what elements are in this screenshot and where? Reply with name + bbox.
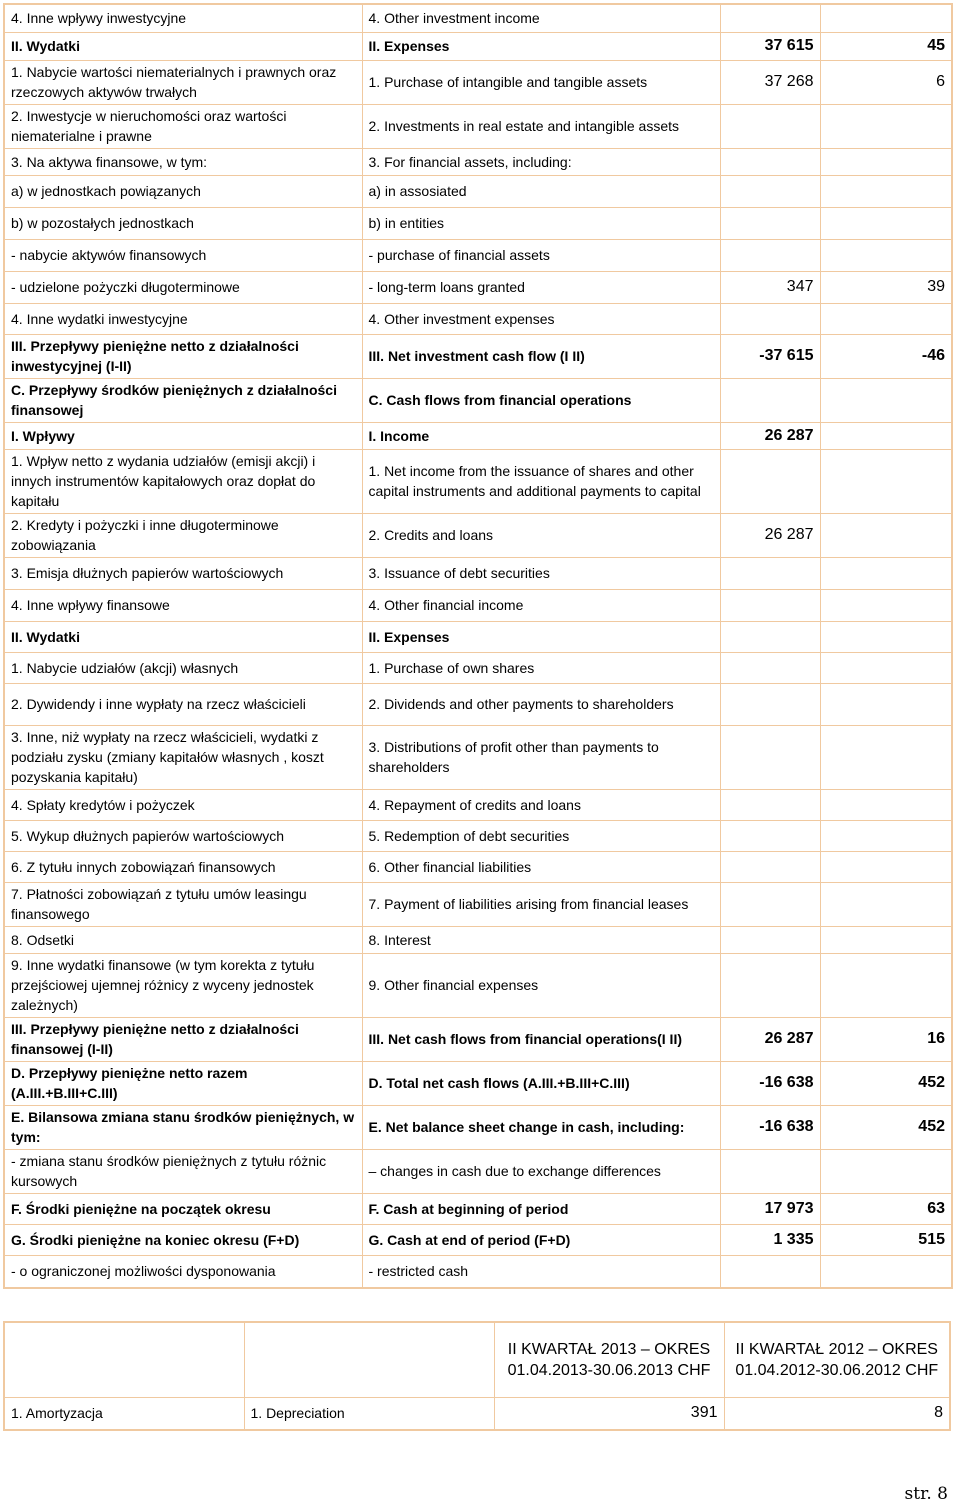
table-row	[4, 852, 952, 883]
row-value-2013	[720, 379, 820, 423]
row-label-en: E. Net balance sheet change in cash, including:	[362, 1106, 720, 1150]
row-label-en: a) in assosiated	[362, 176, 720, 208]
row-label-pl: 4. Inne wpływy inwestycyjne	[4, 4, 362, 33]
table-row	[4, 684, 952, 726]
row-value-2013: -37 615	[720, 335, 820, 379]
row-label-en: 2. Investments in real estate and intangible assets	[362, 105, 720, 149]
row-value-2013: 26 287	[720, 423, 820, 450]
table-row	[4, 272, 952, 304]
row-label-en: 4. Repayment of credits and loans	[362, 790, 720, 821]
row-value-2012	[820, 558, 952, 590]
row-value-2012	[820, 105, 952, 149]
table-row	[4, 450, 952, 514]
depreciation-value-2012: 8	[724, 1398, 950, 1431]
table-row	[4, 176, 952, 208]
row-value-2013	[720, 726, 820, 790]
row-value-2012	[820, 4, 952, 33]
row-value-2013	[720, 790, 820, 821]
row-label-en: I. Income	[362, 423, 720, 450]
row-value-2012: 6	[820, 61, 952, 105]
row-value-2012: 39	[820, 272, 952, 304]
table-row	[4, 379, 952, 423]
depreciation-value-2013: 391	[494, 1398, 724, 1431]
row-value-2012	[820, 149, 952, 176]
row-value-2012: 45	[820, 33, 952, 61]
row-value-2012	[820, 590, 952, 622]
row-value-2013: 1 335	[720, 1225, 820, 1256]
row-label-en: II. Expenses	[362, 33, 720, 61]
table-row	[4, 927, 952, 954]
row-label-pl: 3. Emisja dłużnych papierów wartościowych	[4, 558, 362, 590]
row-value-2013	[720, 927, 820, 954]
row-label-pl: 8. Odsetki	[4, 927, 362, 954]
row-label-pl: 1. Wpływ netto z wydania udziałów (emisji akcji) i innych instrumentów kapitałowych oraz dopłat do kapitału	[4, 450, 362, 514]
row-label-en: 3. For financial assets, including:	[362, 149, 720, 176]
row-label-pl: b) w pozostałych jednostkach	[4, 208, 362, 240]
row-label-pl: 9. Inne wydatki finansowe (w tym korekta z tytułu przejściowej ujemnej różnicy z wyceny jednostek zależnych)	[4, 954, 362, 1018]
row-value-2013	[720, 558, 820, 590]
row-value-2013	[720, 1256, 820, 1289]
row-label-pl: 6. Z tytułu innych zobowiązań finansowych	[4, 852, 362, 883]
row-label-en: - purchase of financial assets	[362, 240, 720, 272]
row-value-2013	[720, 622, 820, 653]
row-value-2012	[820, 821, 952, 852]
row-value-2013	[720, 304, 820, 335]
table-row	[4, 514, 952, 558]
row-value-2012	[820, 954, 952, 1018]
row-value-2013	[720, 105, 820, 149]
row-label-pl: - udzielone pożyczki długoterminowe	[4, 272, 362, 304]
table-row	[4, 622, 952, 653]
row-label-pl: 2. Dywidendy i inne wypłaty na rzecz właścicieli	[4, 684, 362, 726]
table-row	[4, 726, 952, 790]
row-label-pl: III. Przepływy pieniężne netto z działalności inwestycyjnej (I-II)	[4, 335, 362, 379]
row-label-pl: I. Wpływy	[4, 423, 362, 450]
row-value-2012: 63	[820, 1194, 952, 1225]
cash-flow-table	[3, 3, 953, 1289]
table-row	[4, 821, 952, 852]
row-label-en: 6. Other financial liabilities	[362, 852, 720, 883]
row-label-pl: - zmiana stanu środków pieniężnych z tytułu różnic kursowych	[4, 1150, 362, 1194]
row-label-en: 1. Net income from the issuance of shares and other capital instruments and additional payments to capital	[362, 450, 720, 514]
row-value-2012	[820, 653, 952, 684]
row-value-2013	[720, 653, 820, 684]
depreciation-table	[3, 1321, 951, 1431]
row-value-2013	[720, 1150, 820, 1194]
row-label-en: III. Net investment cash flow (I II)	[362, 335, 720, 379]
row-value-2012: -46	[820, 335, 952, 379]
row-label-en: C. Cash flows from financial operations	[362, 379, 720, 423]
row-value-2012	[820, 1150, 952, 1194]
depreciation-header-blank-1	[4, 1322, 244, 1398]
row-label-en: 3. Issuance of debt securities	[362, 558, 720, 590]
row-label-en: 1. Purchase of own shares	[362, 653, 720, 684]
row-label-en: - restricted cash	[362, 1256, 720, 1289]
row-label-pl: 4. Inne wpływy finansowe	[4, 590, 362, 622]
table-row	[4, 1018, 952, 1062]
table-row	[4, 954, 952, 1018]
depreciation-row	[4, 1398, 950, 1431]
cash-flow-table-body	[4, 4, 952, 1288]
row-value-2013	[720, 821, 820, 852]
row-value-2012	[820, 379, 952, 423]
table-row	[4, 1062, 952, 1106]
period-2012-header: II KWARTAŁ 2012 – OKRES 01.04.2012-30.06.2012 CHF	[724, 1322, 950, 1398]
row-value-2013	[720, 954, 820, 1018]
row-label-en: - long-term loans granted	[362, 272, 720, 304]
row-value-2013	[720, 176, 820, 208]
table-row	[4, 1194, 952, 1225]
row-label-en: III. Net cash flows from financial operations(I II)	[362, 1018, 720, 1062]
row-value-2013: -16 638	[720, 1106, 820, 1150]
table-row	[4, 304, 952, 335]
row-label-en: 2. Credits and loans	[362, 514, 720, 558]
row-value-2012	[820, 684, 952, 726]
row-label-pl: II. Wydatki	[4, 622, 362, 653]
table-row	[4, 33, 952, 61]
row-label-pl: 5. Wykup dłużnych papierów wartościowych	[4, 821, 362, 852]
row-value-2013	[720, 852, 820, 883]
row-value-2012	[820, 240, 952, 272]
depreciation-label-en: 1. Depreciation	[244, 1398, 494, 1431]
row-label-en: G. Cash at end of period (F+D)	[362, 1225, 720, 1256]
table-row	[4, 4, 952, 33]
row-value-2012	[820, 927, 952, 954]
table-row	[4, 1106, 952, 1150]
depreciation-label-pl: 1. Amortyzacja	[4, 1398, 244, 1431]
page-number: str. 8	[904, 1484, 948, 1504]
row-value-2012	[820, 208, 952, 240]
row-label-en: – changes in cash due to exchange differences	[362, 1150, 720, 1194]
row-value-2012	[820, 176, 952, 208]
table-row	[4, 61, 952, 105]
row-value-2013	[720, 883, 820, 927]
row-label-pl: 3. Inne, niż wypłaty na rzecz właścicieli, wydatki z podziału zysku (zmiany kapitałów własnych , koszt pozyskania kapitału)	[4, 726, 362, 790]
row-label-pl: a) w jednostkach powiązanych	[4, 176, 362, 208]
row-label-pl: 7. Płatności zobowiązań z tytułu umów leasingu finansowego	[4, 883, 362, 927]
row-label-pl: F. Środki pieniężne na początek okresu	[4, 1194, 362, 1225]
row-value-2013: 37 615	[720, 33, 820, 61]
row-label-pl: - o ograniczonej możliwości dysponowania	[4, 1256, 362, 1289]
depreciation-header-row	[4, 1322, 950, 1398]
row-label-en: 2. Dividends and other payments to shareholders	[362, 684, 720, 726]
table-row	[4, 335, 952, 379]
row-value-2012	[820, 423, 952, 450]
row-label-en: 5. Redemption of debt securities	[362, 821, 720, 852]
table-row	[4, 240, 952, 272]
row-label-pl: C. Przepływy środków pieniężnych z działalności finansowej	[4, 379, 362, 423]
row-label-pl: G. Środki pieniężne na koniec okresu (F+D)	[4, 1225, 362, 1256]
row-value-2012: 16	[820, 1018, 952, 1062]
row-label-en: 4. Other financial income	[362, 590, 720, 622]
table-row	[4, 208, 952, 240]
row-value-2012: 515	[820, 1225, 952, 1256]
row-value-2012	[820, 726, 952, 790]
row-value-2012: 452	[820, 1062, 952, 1106]
row-value-2013	[720, 149, 820, 176]
row-value-2013: 37 268	[720, 61, 820, 105]
row-label-en: 4. Other investment income	[362, 4, 720, 33]
table-row	[4, 883, 952, 927]
depreciation-header-blank-2	[244, 1322, 494, 1398]
row-value-2012	[820, 450, 952, 514]
row-label-en: b) in entities	[362, 208, 720, 240]
table-row	[4, 149, 952, 176]
row-label-pl: 4. Inne wydatki inwestycyjne	[4, 304, 362, 335]
row-label-en: D. Total net cash flows (A.III.+B.III+C.III)	[362, 1062, 720, 1106]
row-label-en: 3. Distributions of profit other than payments to shareholders	[362, 726, 720, 790]
row-label-pl: 1. Nabycie udziałów (akcji) własnych	[4, 653, 362, 684]
row-value-2012	[820, 790, 952, 821]
row-label-en: 4. Other investment expenses	[362, 304, 720, 335]
row-value-2012: 452	[820, 1106, 952, 1150]
period-2013-header: II KWARTAŁ 2013 – OKRES 01.04.2013-30.06.2013 CHF	[494, 1322, 724, 1398]
row-label-en: 8. Interest	[362, 927, 720, 954]
table-row	[4, 790, 952, 821]
row-label-en: 9. Other financial expenses	[362, 954, 720, 1018]
table-row	[4, 1150, 952, 1194]
row-label-en: 1. Purchase of intangible and tangible assets	[362, 61, 720, 105]
table-row	[4, 423, 952, 450]
row-value-2013: -16 638	[720, 1062, 820, 1106]
row-value-2013: 347	[720, 272, 820, 304]
table-row	[4, 1256, 952, 1289]
row-value-2012	[820, 304, 952, 335]
row-label-pl: 2. Inwestycje w nieruchomości oraz wartości niematerialne i prawne	[4, 105, 362, 149]
row-value-2013: 26 287	[720, 514, 820, 558]
row-value-2013: 26 287	[720, 1018, 820, 1062]
row-value-2012	[820, 1256, 952, 1289]
row-label-pl: E. Bilansowa zmiana stanu środków pieniężnych, w tym:	[4, 1106, 362, 1150]
row-value-2013	[720, 240, 820, 272]
row-label-pl: 1. Nabycie wartości niematerialnych i prawnych oraz rzeczowych aktywów trwałych	[4, 61, 362, 105]
row-value-2012	[820, 883, 952, 927]
table-row	[4, 1225, 952, 1256]
row-label-en: F. Cash at beginning of period	[362, 1194, 720, 1225]
row-label-pl: III. Przepływy pieniężne netto z działalności finansowej (I-II)	[4, 1018, 362, 1062]
row-label-en: 7. Payment of liabilities arising from financial leases	[362, 883, 720, 927]
row-value-2012	[820, 622, 952, 653]
table-row	[4, 590, 952, 622]
row-label-pl: D. Przepływy pieniężne netto razem (A.III.+B.III+C.III)	[4, 1062, 362, 1106]
row-label-pl: - nabycie aktywów finansowych	[4, 240, 362, 272]
row-value-2013	[720, 4, 820, 33]
row-value-2012	[820, 514, 952, 558]
row-value-2013	[720, 208, 820, 240]
row-label-en: II. Expenses	[362, 622, 720, 653]
row-label-pl: II. Wydatki	[4, 33, 362, 61]
row-value-2012	[820, 852, 952, 883]
row-value-2013	[720, 590, 820, 622]
row-value-2013	[720, 450, 820, 514]
row-label-pl: 4. Spłaty kredytów i pożyczek	[4, 790, 362, 821]
table-row	[4, 558, 952, 590]
row-value-2013: 17 973	[720, 1194, 820, 1225]
row-value-2013	[720, 684, 820, 726]
row-label-pl: 3. Na aktywa finansowe, w tym:	[4, 149, 362, 176]
table-row	[4, 105, 952, 149]
row-label-pl: 2. Kredyty i pożyczki i inne długoterminowe zobowiązania	[4, 514, 362, 558]
table-row	[4, 653, 952, 684]
